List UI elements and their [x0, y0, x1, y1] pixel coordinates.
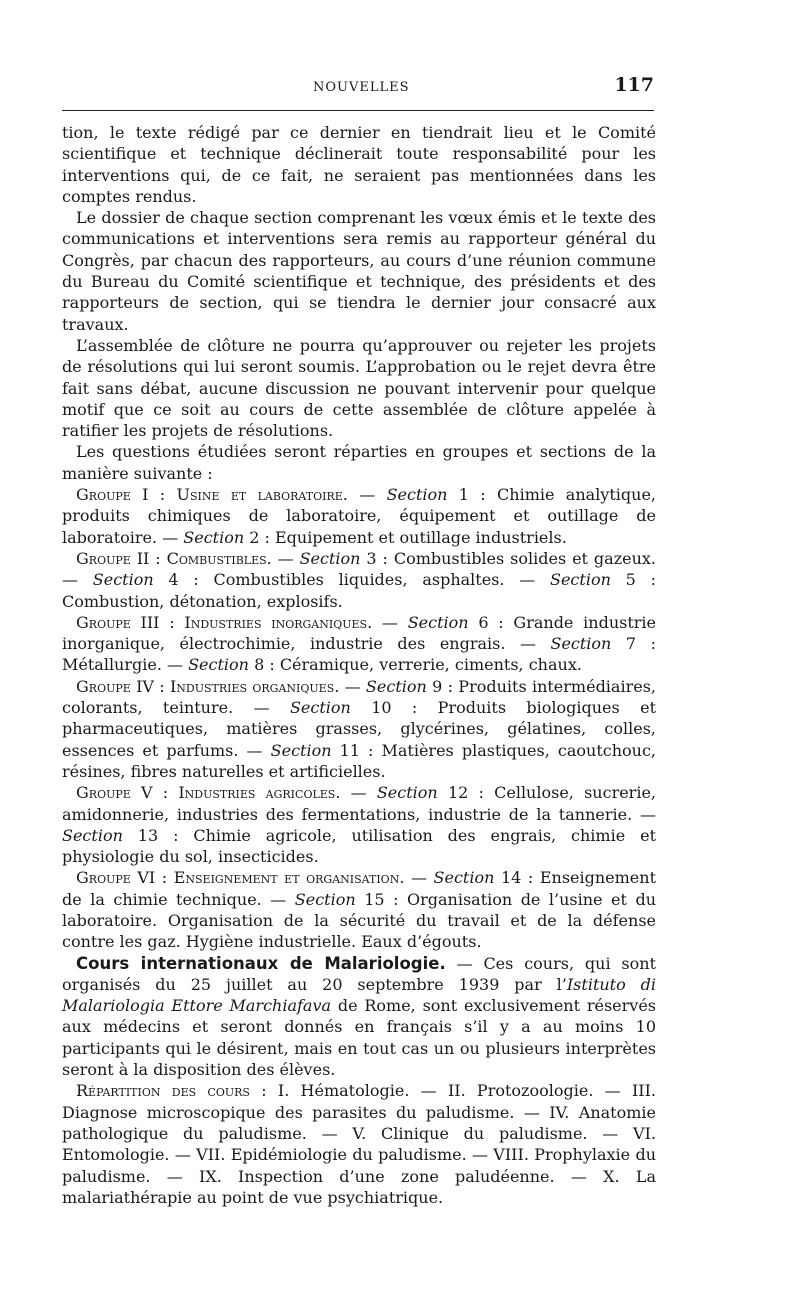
group-paragraph: Groupe V : Industries agricoles. — Section 12 : Cellulose, sucrerie, amidonnerie, industries des fermentations, industrie de la tannerie. — Section 13 : Chimie agricole, utilisation des engrais, chimie et physiologie du sol, insecticides. — [62, 783, 656, 867]
section-label: Section — [376, 783, 438, 803]
header-rule — [62, 110, 654, 111]
section-label: Section — [183, 527, 245, 547]
section-text: : Organisation de l’usine et du laboratoire. Organisation de la sécurité du travail et de la défense contre les gaz. Hygiène industrielle. Eaux d’égouts. — [62, 889, 657, 952]
section-text: : Produits intermédiaires, colorants, teinture. — — [62, 676, 656, 718]
section-label: Section — [433, 868, 495, 888]
section-number: 8 — [254, 655, 265, 675]
repartition-label: Répartition des cours : — [76, 1081, 267, 1101]
group-paragraph: Groupe II : Combustibles. — Section 3 : Combustibles solides et gazeux. — Section 4 : Combustibles liquides, asphaltes. — Section 5 : Combustion, détonation, explosifs. — [62, 548, 657, 611]
section-text: : Produits biologiques et pharmaceutiques, matières grasses, glycérines, gélatines, colles, essences et parfums. — — [62, 698, 656, 760]
group-paragraph: Groupe III : Industries inorganiques. — Section 6 : Grande industrie inorganique, électrochimie, industrie des engrais. — Section 7 : Métallurgie. — Section 8 : Céramique, verrerie, ciments, chaux. — [62, 612, 656, 675]
group-label: Groupe III : Industries inorganiques. — [76, 612, 373, 632]
running-head: NOUVELLES — [313, 80, 410, 95]
group-label: Groupe I : Usine et laboratoire. — [76, 485, 348, 505]
repartition-paragraph — [62, 1080, 656, 1208]
paragraph-dossier: Le dossier de chaque section comprenant les vœux émis et le texte des communications et interventions sera remis au rapporteur général du Congrès, par chacun des rapporteurs, au cours d’une réunion commune du Bureau du Comité scientifique et technique, des présidents et des rapporteurs de section, qui se tiendra le dernier jour consacré aux travaux. — [62, 208, 656, 334]
section-number: 10 — [371, 698, 392, 718]
group-paragraph: Groupe VI : Enseignement et organisation. — Section 14 : Enseignement de la chimie technique. — Section 15 : Organisation de l’usine et du laboratoire. Organisation de la sécurité du travail et de la défense contre les gaz. Hygiène industrielle. Eaux d’égouts. — [62, 868, 657, 952]
paragraph-continuation: tion, le texte rédigé par ce dernier en tiendrait lieu et le Comité scientifique et technique déclinerait toute responsabilité pour les interventions qui, de ce fait, ne seraient pas mentionnées dans les comptes rendus. — [62, 123, 656, 206]
section-number: 2 — [249, 527, 260, 547]
section-number: 5 — [625, 570, 636, 590]
section-number: 13 — [137, 825, 159, 845]
group-label: Groupe II : Combustibles. — [76, 548, 272, 568]
page-number: 117 — [614, 74, 654, 96]
section-label: Section — [62, 825, 123, 845]
section-text: : Enseignement de la chimie technique. — — [62, 868, 657, 909]
section-text: : Chimie analytique, produits chimiques de laboratoire, équipement et outillage de laboratoire. — — [62, 485, 656, 547]
section-label: Section — [386, 485, 448, 505]
section-label: Section — [92, 570, 154, 590]
section-number: 4 — [168, 570, 179, 590]
groups-list — [62, 484, 656, 953]
section-label: Section — [289, 698, 351, 718]
group-label: Groupe VI : Enseignement et organisation. — [76, 868, 405, 888]
repartition-text: I. Hématologie. — II. Protozoologie. — III. Diagnose microscopique des parasites du paludisme. — IV. Anatomie pathologique du paludisme. — V. Clinique du paludisme. — VI. Entomologie. — VII. Epidémiologie du paludisme. — VIII. Prophylaxie du paludisme. — IX. Inspection d’une zone paludéenne. — X. La malariathérapie au point de vue psychiatrique. — [62, 1081, 656, 1207]
section-label: Section — [188, 655, 249, 675]
section-number: 14 — [500, 868, 522, 888]
section-label: Section — [299, 548, 361, 568]
section-text: : Combustion, détonation, explosifs. — [62, 570, 656, 611]
section-number: 7 — [625, 634, 637, 654]
group-paragraph: Groupe IV : Industries organiques. — Section 9 : Produits intermédiaires, colorants, teinture. — Section 10 : Produits biologiques et pharmaceutiques, matières grasses, glycérines, gélatines, colles, essences et parfums. — Section 11 : Matières plastiques, caoutchouc, résines, fibres naturelles et artificielles. — [62, 676, 656, 781]
section-text: : Grande industrie inorganique, électrochimie, industrie des engrais. — — [62, 612, 656, 654]
article-body — [62, 122, 656, 1208]
section-text: : Combustibles solides et gazeux. — — [62, 548, 657, 590]
malaria-title: Cours internationaux de Malariologie. — [76, 953, 446, 973]
section-number: 6 — [478, 612, 489, 632]
section-label: Section — [550, 570, 611, 590]
section-label: Section — [365, 676, 427, 696]
section-label: Section — [294, 889, 356, 909]
paragraph-assemblee: L’assemblée de clôture ne pourra qu’approuver ou rejeter les projets de résolutions qui lui seront soumis. L’approbation ou le rejet devra être fait sans débat, aucune discussion ne pouvant intervenir pour quelque motif que ce soit au cours de cette assemblée de clôture appelée à ratifier les projets de résolutions. — [62, 335, 656, 441]
malaria-paragraph — [62, 953, 656, 1081]
group-label: Groupe IV : Industries organiques. — [76, 676, 340, 696]
section-text: : Chimie agricole, utilisation des engrais, chimie et physiologie du sol, insecticides. — [62, 825, 656, 867]
section-number: 1 — [458, 485, 469, 505]
malaria-intro-b: de Rome, sont exclusivement réservés aux médecins et seront donnés en français s’il y a au moins 10 participants qui le désirent, mais en tout cas un ou plusieurs interprètes seront à la disposition des élèves. — [62, 996, 656, 1080]
section-text: : Combustibles liquides, asphaltes. — — [178, 570, 550, 590]
section-text: : Cellulose, sucrerie, amidonnerie, industries des fermentations, industrie de la tannerie. — — [62, 783, 656, 824]
group-paragraph: Groupe I : Usine et laboratoire. — Section 1 : Chimie analytique, produits chimiques de laboratoire, équipement et outillage de laboratoire. — Section 2 : Equipement et outillage industriels. — [62, 485, 656, 547]
section-label: Section — [550, 634, 612, 654]
section-text: : Matières plastiques, caoutchouc, résines, fibres naturelles et artificielles. — [62, 740, 656, 781]
section-label: Section — [407, 612, 469, 632]
section-text: : Equipement et outillage industriels. — [259, 527, 567, 547]
malaria-institute: Istituto di Malariologia Ettore Marchiafava — [62, 974, 656, 1016]
group-label: Groupe V : Industries agricoles. — [76, 783, 341, 803]
section-number: 9 — [432, 676, 443, 696]
paragraph-questions: Les questions étudiées seront réparties en groupes et sections de la manière suivante : — [62, 442, 656, 483]
section-label: Section — [270, 740, 332, 760]
section-number: 11 — [339, 740, 360, 760]
section-text: : Métallurgie. — — [62, 634, 656, 675]
section-text: : Céramique, verrerie, ciments, chaux. — [264, 655, 582, 675]
malaria-intro-a: — Ces cours, qui sont organisés du 25 juillet au 20 septembre 1939 par l’ — [62, 953, 657, 994]
page-header — [62, 74, 654, 100]
section-number: 12 — [447, 783, 469, 803]
section-number: 15 — [364, 889, 385, 909]
section-number: 3 — [366, 548, 377, 568]
